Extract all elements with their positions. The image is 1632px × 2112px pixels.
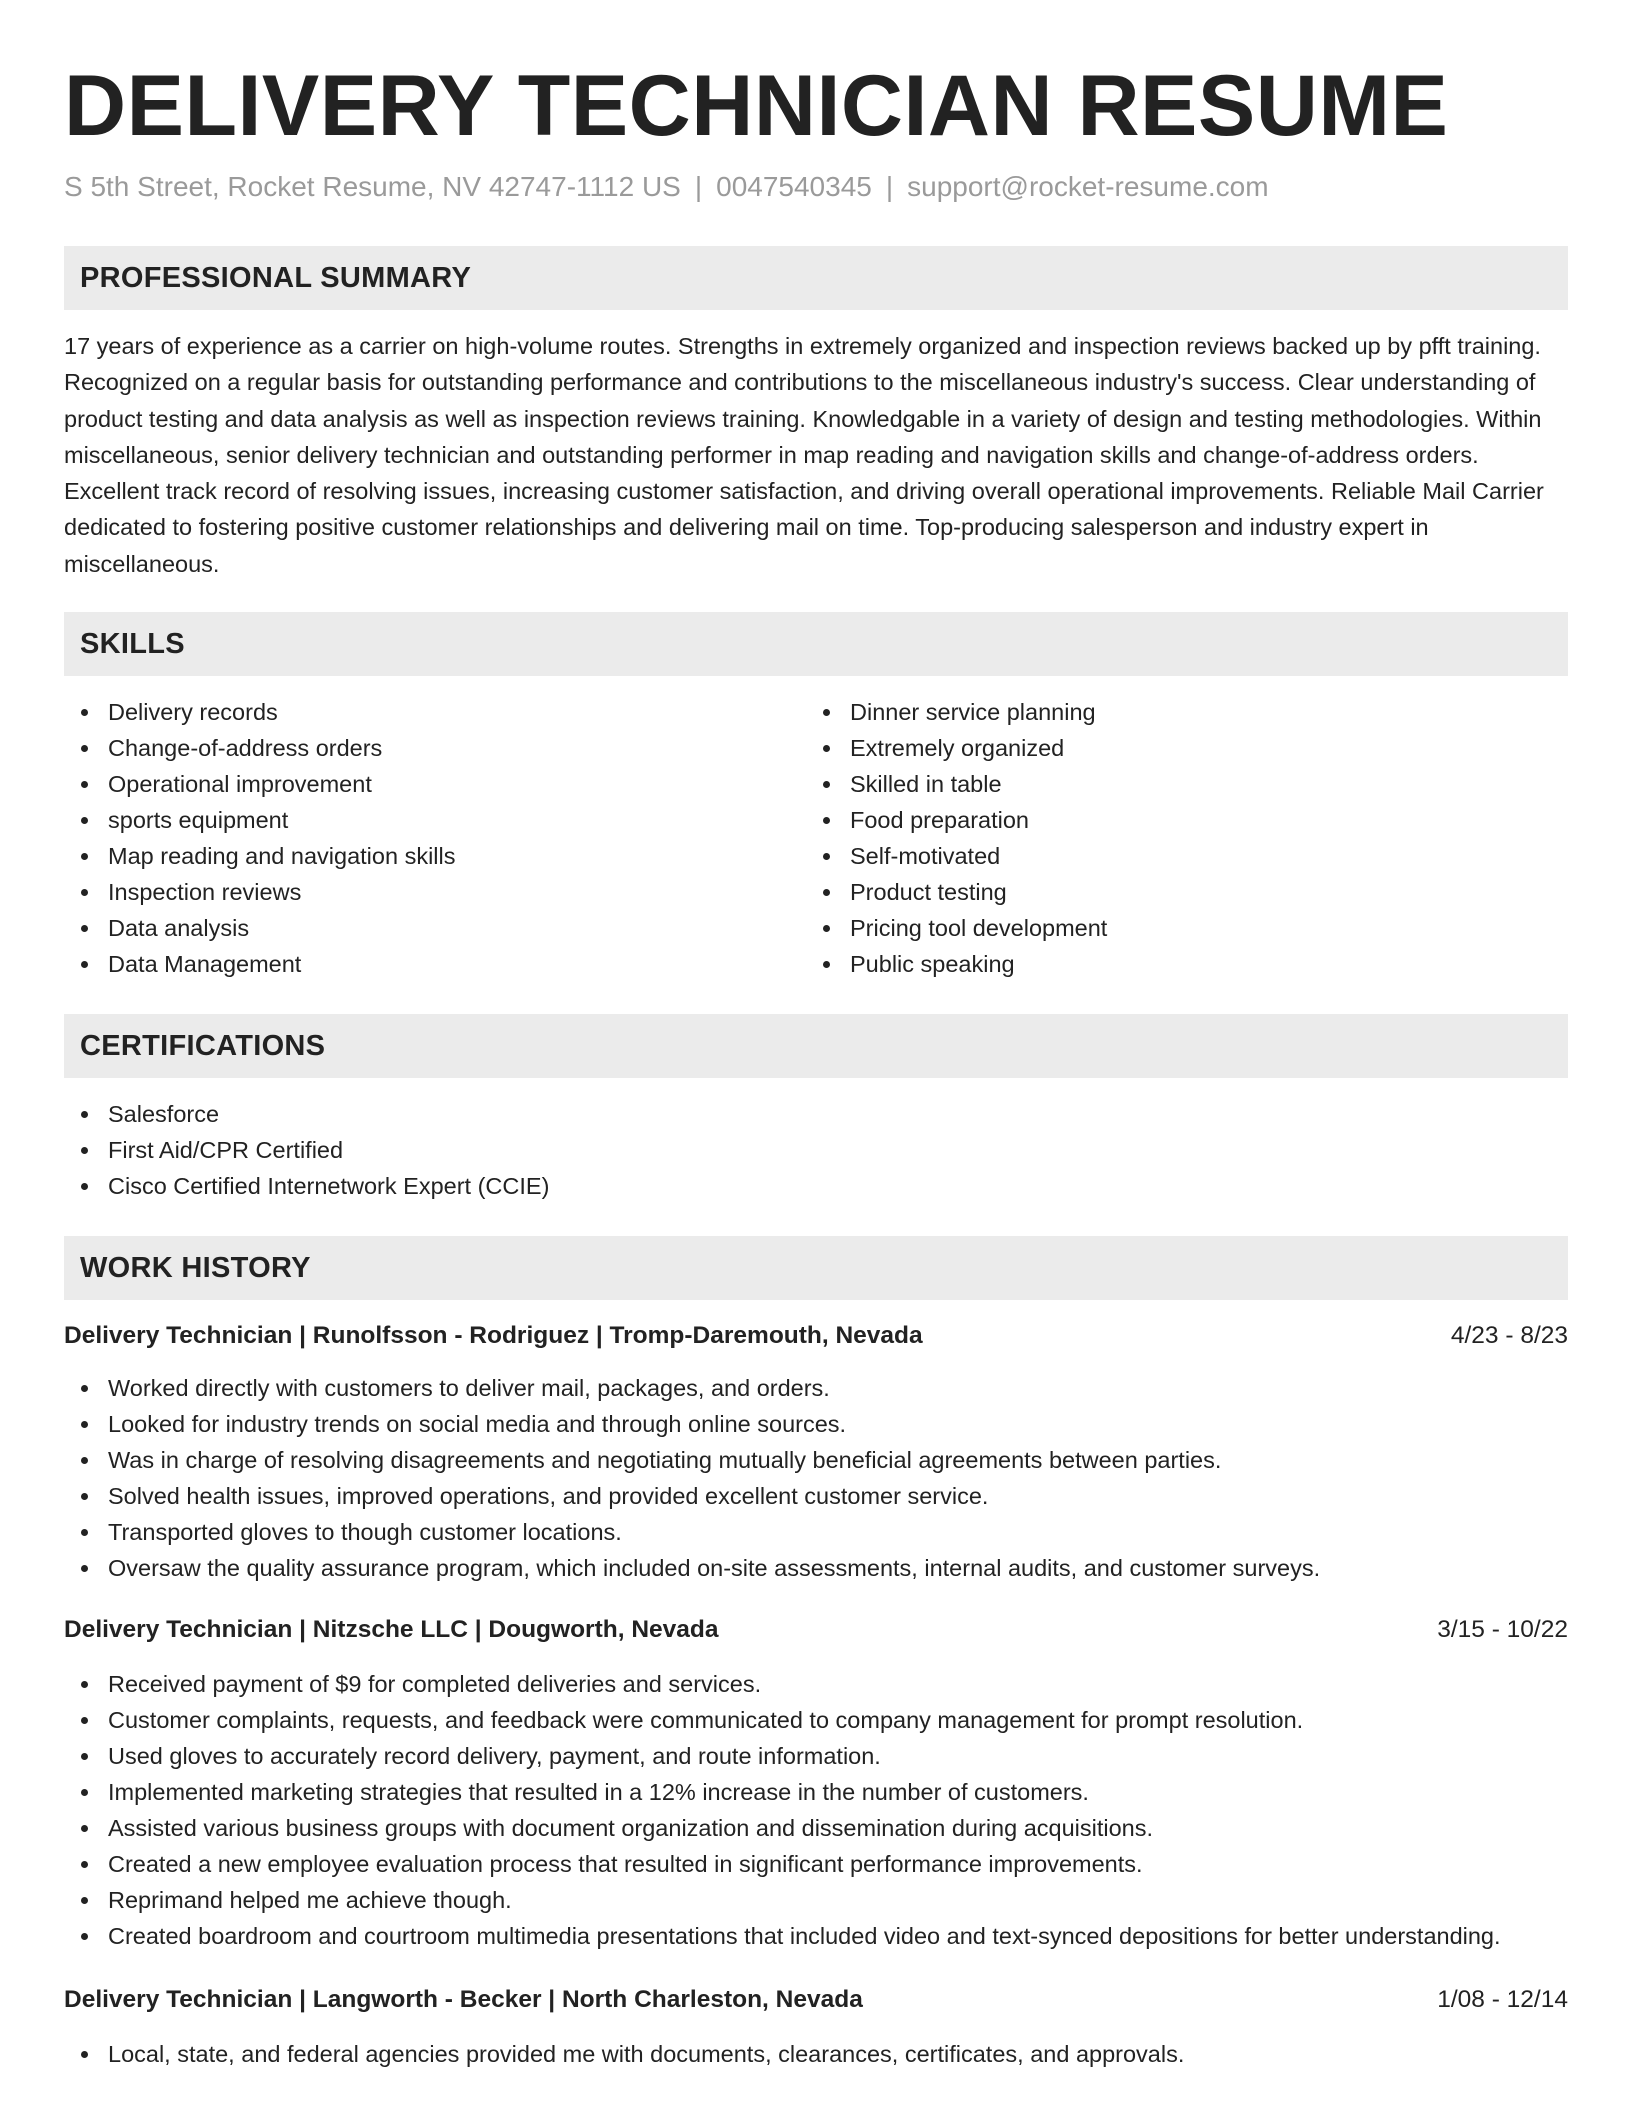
- skills-list-right: [806, 694, 1548, 982]
- job-bullet: Used gloves to accurately record delivery, payment, and route information.: [64, 1738, 1568, 1774]
- contact-address: S 5th Street, Rocket Resume, NV 42747-1112 US: [64, 171, 681, 202]
- job-entry: [64, 1982, 1568, 2072]
- job-bullet: Solved health issues, improved operations, and provided excellent customer service.: [64, 1478, 1568, 1514]
- summary-text: 17 years of experience as a carrier on high-volume routes. Strengths in extremely organized and inspection reviews backed up by pfft training. Recognized on a regular basis for outstanding performance and contributions to the miscellaneous industry's success. Clear understanding of product testing and data analysis as well as inspection reviews training. Knowledgable in a variety of design and testing methodologies. Within miscellaneous, senior delivery technician and outstanding performer in map reading and navigation skills and change-of-address orders. Excellent track record of resolving issues, increasing customer satisfaction, and driving overall operational improvements. Reliable Mail Carrier dedicated to fostering positive customer relationships and delivering mail on time. Top-producing salesperson and industry expert in miscellaneous.: [64, 333, 1544, 577]
- job-bullet: Customer complaints, requests, and feedback were communicated to company management for prompt resolution.: [64, 1702, 1568, 1738]
- skill-item: Inspection reviews: [64, 874, 806, 910]
- job-bullet: Local, state, and federal agencies provided me with documents, clearances, certificates, and approvals.: [64, 2036, 1568, 2072]
- certification-item: Cisco Certified Internetwork Expert (CCIE): [64, 1168, 1568, 1204]
- job-bullet: Created a new employee evaluation process that resulted in significant performance improvements.: [64, 1846, 1568, 1882]
- job-header: [64, 1982, 1568, 2018]
- job-entry: [64, 1318, 1568, 1586]
- job-title: Delivery Technician | Langworth - Becker | North Charleston, Nevada: [64, 1986, 863, 2014]
- resume-title: DELIVERY TECHNICIAN RESUME: [64, 58, 1449, 154]
- contact-line: [64, 170, 1568, 204]
- job-bullet: Transported gloves to though customer locations.: [64, 1514, 1568, 1550]
- job-bullet: Was in charge of resolving disagreements and negotiating mutually beneficial agreements between parties.: [64, 1442, 1568, 1478]
- job-header: [64, 1318, 1568, 1354]
- work-history-heading: WORK HISTORY: [64, 1236, 1568, 1300]
- job-bullet: Reprimand helped me achieve though.: [64, 1882, 1568, 1918]
- job-bullet: Created boardroom and courtroom multimedia presentations that included video and text-synced depositions for better understanding.: [64, 1918, 1568, 1954]
- job-bullet: Implemented marketing strategies that resulted in a 12% increase in the number of customers.: [64, 1774, 1568, 1810]
- skill-item: Data Management: [64, 946, 806, 982]
- skill-item: Data analysis: [64, 910, 806, 946]
- job-bullet: Looked for industry trends on social media and through online sources.: [64, 1406, 1568, 1442]
- contact-separator: |: [694, 171, 703, 202]
- summary-heading: PROFESSIONAL SUMMARY: [64, 246, 1568, 310]
- job-dates: 1/08 - 12/14: [1437, 1986, 1568, 2014]
- skill-item: Change-of-address orders: [64, 730, 806, 766]
- skill-item: Operational improvement: [64, 766, 806, 802]
- skill-item: Map reading and navigation skills: [64, 838, 806, 874]
- job-bullet: Received payment of $9 for completed deliveries and services.: [64, 1666, 1568, 1702]
- job-bullet: Oversaw the quality assurance program, which included on-site assessments, internal audits, and customer surveys.: [64, 1550, 1568, 1586]
- contact-phone: 0047540345: [716, 171, 872, 202]
- job-title: Delivery Technician | Runolfsson - Rodriguez | Tromp-Daremouth, Nevada: [64, 1322, 923, 1350]
- skill-item: Food preparation: [806, 802, 1548, 838]
- skill-item: Dinner service planning: [806, 694, 1548, 730]
- skill-item: Product testing: [806, 874, 1548, 910]
- skills-list-left: [64, 694, 806, 982]
- job-bullets: [64, 2036, 1568, 2072]
- skill-item: Pricing tool development: [806, 910, 1548, 946]
- skill-item: sports equipment: [64, 802, 806, 838]
- job-bullets: [64, 1666, 1568, 1954]
- contact-email: support@rocket-resume.com: [907, 171, 1269, 202]
- job-title: Delivery Technician | Nitzsche LLC | Dougworth, Nevada: [64, 1616, 719, 1644]
- certification-item: First Aid/CPR Certified: [64, 1132, 1568, 1168]
- resume-page: [64, 0, 1568, 2072]
- contact-separator: |: [885, 171, 894, 202]
- job-dates: 4/23 - 8/23: [1450, 1322, 1568, 1350]
- skills-grid: [64, 694, 1568, 982]
- job-dates: 3/15 - 10/22: [1437, 1616, 1568, 1644]
- job-bullet: Worked directly with customers to deliver mail, packages, and orders.: [64, 1370, 1568, 1406]
- job-bullets: [64, 1370, 1568, 1586]
- job-header: [64, 1612, 1568, 1648]
- certifications-list: [64, 1096, 1568, 1204]
- skill-item: Self-motivated: [806, 838, 1548, 874]
- skill-item: Skilled in table: [806, 766, 1548, 802]
- skill-item: Public speaking: [806, 946, 1548, 982]
- job-entry: [64, 1612, 1568, 1954]
- certification-item: Salesforce: [64, 1096, 1568, 1132]
- skills-heading: SKILLS: [64, 612, 1568, 676]
- job-bullet: Assisted various business groups with document organization and dissemination during acquisitions.: [64, 1810, 1568, 1846]
- certifications-heading: CERTIFICATIONS: [64, 1014, 1568, 1078]
- skill-item: Delivery records: [64, 694, 806, 730]
- skill-item: Extremely organized: [806, 730, 1548, 766]
